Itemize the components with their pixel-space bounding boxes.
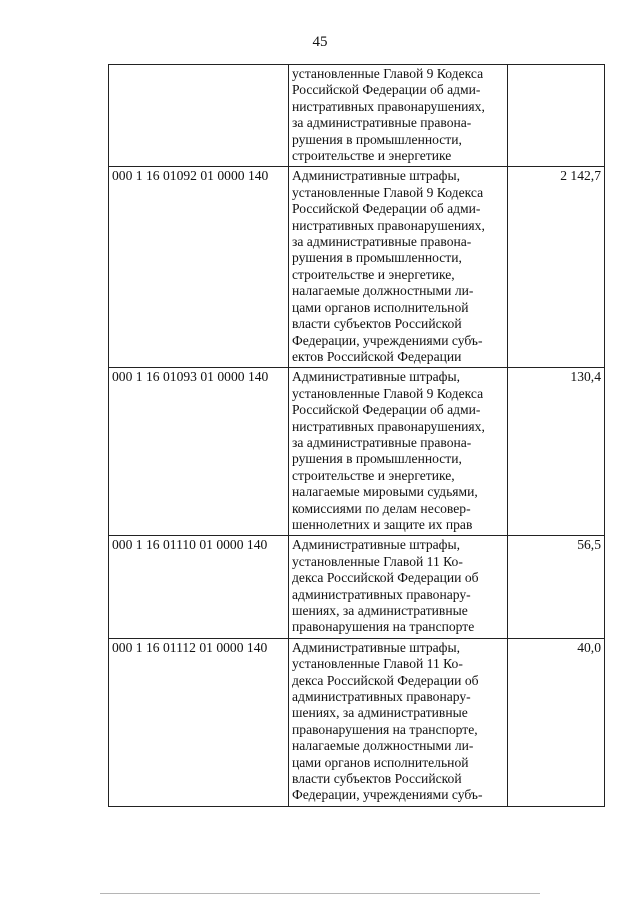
description-line: налагаемые мировыми судьями, — [292, 484, 478, 500]
budget-code-cell: 000 1 16 01112 01 0000 140 — [109, 638, 289, 806]
page-number: 45 — [312, 34, 328, 50]
description-line: Российской Федерации об адми- — [292, 82, 481, 98]
description-line: Федерации, учреждениями субъ- — [292, 332, 483, 348]
description-line: Административные штрафы, — [292, 639, 460, 655]
description-line: декса Российской Федерации об — [292, 570, 479, 586]
description-cell — [289, 638, 508, 806]
table-row — [109, 167, 605, 368]
description-line: налагаемые должностными ли- — [292, 738, 474, 754]
description-line: нистративных правонарушениях, — [292, 418, 485, 434]
description-line: налагаемые должностными ли- — [292, 283, 474, 299]
description-line: рушения в промышленности, — [292, 250, 462, 266]
description-line: правонарушения на транспорте, — [292, 721, 478, 737]
budget-code-cell: 000 1 16 01110 01 0000 140 — [109, 536, 289, 638]
description-line: установленные Главой 9 Кодекса — [292, 66, 484, 81]
description-line: декса Российской Федерации об — [292, 672, 479, 688]
description-cell — [289, 167, 508, 368]
table-body — [109, 65, 605, 807]
description-line: правонарушения на транспорте — [292, 619, 475, 635]
description-line: шеннолетних и защите их прав — [292, 516, 473, 532]
description-line: власти субъектов Российской — [292, 771, 462, 787]
amount-cell: 130,4 — [508, 368, 605, 536]
description-line: ектов Российской Федерации — [292, 348, 462, 364]
description-cell — [289, 368, 508, 536]
amount-cell: 2 142,7 — [508, 167, 605, 368]
description-line: административных правонару- — [292, 689, 471, 705]
description-line: за административные правона- — [292, 115, 472, 131]
description-line: установленные Главой 9 Кодекса — [292, 385, 484, 401]
budget-table — [108, 64, 605, 807]
description-line: рушения в промышленности, — [292, 131, 462, 147]
description-line: Административные штрафы, — [292, 537, 460, 553]
table-row — [109, 638, 605, 806]
amount-cell: 56,5 — [508, 536, 605, 638]
description-line: административных правонару- — [292, 586, 471, 602]
description-line: нистративных правонарушениях, — [292, 98, 485, 114]
description-line: Федерации, учреждениями субъ- — [292, 787, 483, 803]
description-line: строительстве и энергетике, — [292, 467, 455, 483]
description-line: Административные штрафы, — [292, 369, 460, 385]
description-line: установленные Главой 11 Ко- — [292, 656, 463, 672]
description-line: шениях, за административные — [292, 705, 468, 721]
table-row — [109, 65, 605, 167]
description-line: власти субъектов Российской — [292, 316, 462, 332]
description-line: строительстве и энергетике, — [292, 266, 455, 282]
description-line: шениях, за административные — [292, 603, 468, 618]
amount-cell: 40,0 — [508, 638, 605, 806]
budget-code-cell: 000 1 16 01093 01 0000 140 — [109, 368, 289, 536]
description-line: цами органов исполнительной — [292, 754, 469, 770]
description-line: за административные правона- — [292, 234, 472, 250]
description-line: установленные Главой 9 Кодекса — [292, 184, 484, 200]
description-line: комиссиями по делам несовер- — [292, 500, 471, 516]
description-cell — [289, 536, 508, 638]
description-cell — [289, 65, 508, 167]
table-row — [109, 536, 605, 638]
budget-code-cell: 000 1 16 01092 01 0000 140 — [109, 167, 289, 368]
description-line: строительстве и энергетике — [292, 148, 452, 164]
description-line: цами органов исполнительной — [292, 299, 469, 315]
description-line: за административные правона- — [292, 434, 472, 450]
table-row — [109, 368, 605, 536]
description-line: Российской Федерации об адми- — [292, 201, 481, 217]
amount-cell — [508, 65, 605, 167]
description-line: Российской Федерации об адми- — [292, 402, 481, 418]
description-line: нистративных правонарушениях, — [292, 217, 485, 233]
budget-code-cell — [109, 65, 289, 167]
description-line: установленные Главой 11 Ко- — [292, 553, 463, 569]
description-line: рушения в промышленности, — [292, 451, 462, 467]
description-line: Административные штрафы, — [292, 168, 460, 184]
bottom-divider — [100, 893, 540, 894]
